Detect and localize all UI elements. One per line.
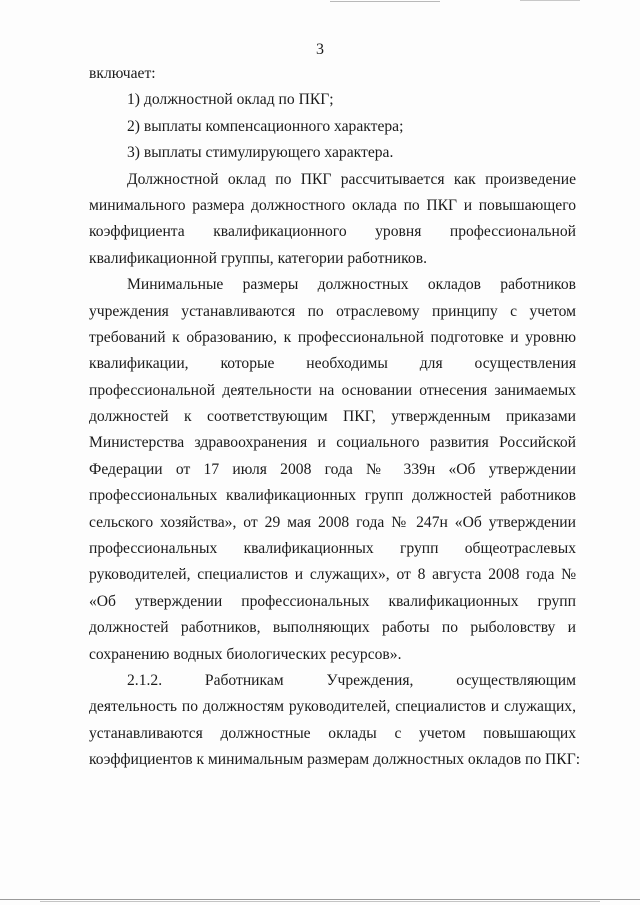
paragraph-line: Должностной оклад по ПКГ рассчитывается как произведение — [127, 170, 576, 188]
paragraph-line: Минимальные размеры должностных окладов работников — [127, 276, 576, 294]
paragraph-line: требований к образованию, к профессиональной подготовке и уровню — [89, 328, 576, 346]
paragraph-line: должностей к соответствующим ПКГ, утвержденным приказами — [89, 408, 576, 426]
paragraph-line: квалификационной группы, категории работников. — [89, 249, 427, 267]
top-scan-rule-2 — [520, 0, 580, 1]
paragraph-line: Министерства здравоохранения и социального развития Российской — [89, 434, 576, 452]
text-line: включает: — [89, 65, 156, 82]
paragraph-line: устанавливаются должностные оклады с учетом повышающих — [89, 724, 576, 742]
bottom-scan-rule — [0, 899, 640, 900]
section-2-1-2-line: 2.1.2. Работникам Учреждения, осуществляющим — [127, 671, 576, 689]
paragraph-line: минимального размера должностного оклада по ПКГ и повышающего — [89, 196, 576, 214]
paragraph-line: «Об утверждении профессиональных квалификационных групп — [89, 592, 576, 610]
paragraph-line: деятельность по должностям руководителей, специалистов и служащих, — [89, 698, 576, 716]
paragraph-line: профессиональной деятельности на основании отнесения занимаемых — [89, 381, 576, 399]
paragraph-line: коэффициента квалификационного уровня профессиональной — [89, 223, 576, 241]
paragraph-line: профессиональных квалификационных групп должностей работников — [89, 487, 576, 505]
paragraph-line: профессиональных квалификационных групп общеотраслевых — [89, 540, 576, 558]
paragraph-line: квалификации, которые необходимы для осуществления — [89, 355, 576, 373]
paragraph-line: Федерации от 17 июля 2008 года № 339н «Об утверждении — [89, 460, 576, 478]
list-item-salary: 1) должностной оклад по ПКГ; — [127, 91, 334, 109]
list-item-compensation: 2) выплаты компенсационного характера; — [127, 117, 404, 135]
paragraph-line: учреждения устанавливаются по отраслевому принципу с учетом — [89, 302, 576, 320]
list-item-incentive: 3) выплаты стимулирующего характера. — [127, 144, 394, 162]
paragraph-line: сохранению водных биологических ресурсов». — [89, 645, 402, 663]
paragraph-line: руководителей, специалистов и служащих», от 8 августа 2008 года № — [89, 566, 576, 584]
page-number: 3 — [316, 41, 324, 58]
paragraph-line: коэффициентов к минимальным размерам должностных окладов по ПКГ: — [89, 751, 581, 769]
document-body — [89, 61, 581, 774]
paragraph-line: сельского хозяйства», от 29 мая 2008 года № 247н «Об утверждении — [89, 513, 576, 531]
top-scan-rule — [330, 1, 440, 2]
paragraph-line: должностей работников, выполняющих работы по рыболовству и — [89, 619, 576, 637]
bottom-scan-rule-2 — [40, 901, 600, 902]
